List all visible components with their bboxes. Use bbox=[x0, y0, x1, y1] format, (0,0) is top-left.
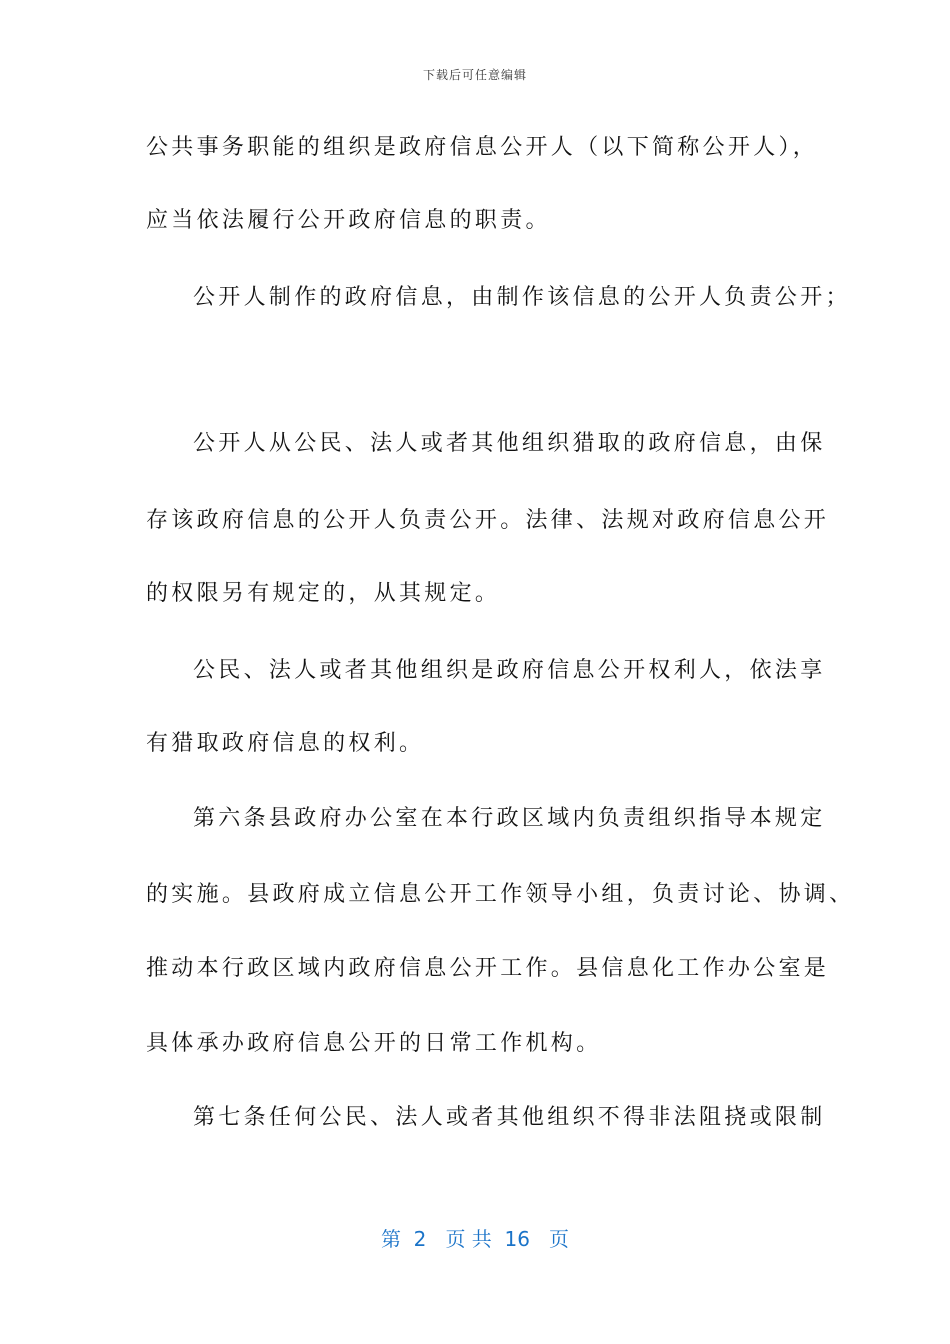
body-text-line: 推动本行政区域内政府信息公开工作。县信息化工作办公室是 bbox=[146, 956, 830, 981]
body-text-line: 公民、法人或者其他组织是政府信息公开权利人，依法享 bbox=[193, 658, 826, 683]
body-text-line: 第七条任何公民、法人或者其他组织不得非法阻挠或限制 bbox=[193, 1105, 826, 1130]
body-text-line: 的实施。县政府成立信息公开工作领导小组，负责讨论、协调、 bbox=[146, 882, 855, 907]
body-text-line: 应当依法履行公开政府信息的职责。 bbox=[146, 208, 551, 233]
body-text-line: 公共事务职能的组织是政府信息公开人（以下简称公开人）， bbox=[146, 135, 819, 160]
body-text-line: 的权限另有规定的，从其规定。 bbox=[146, 581, 501, 606]
page-header: 下载后可任意编辑 bbox=[422, 68, 527, 82]
page-footer: 第 2 页 共 16 页 bbox=[380, 1227, 570, 1251]
body-text-line: 第六条县政府办公室在本行政区域内负责组织指导本规定 bbox=[193, 806, 826, 831]
body-text-line: 公开人制作的政府信息，由制作该信息的公开人负责公开； bbox=[193, 285, 851, 310]
body-text-line: 存该政府信息的公开人负责公开。法律、法规对政府信息公开 bbox=[146, 508, 830, 533]
body-text-line: 公开人从公民、法人或者其他组织猎取的政府信息，由保 bbox=[193, 431, 826, 456]
body-text-line: 具体承办政府信息公开的日常工作机构。 bbox=[146, 1031, 602, 1056]
body-text-line: 有猎取政府信息的权利。 bbox=[146, 731, 425, 756]
